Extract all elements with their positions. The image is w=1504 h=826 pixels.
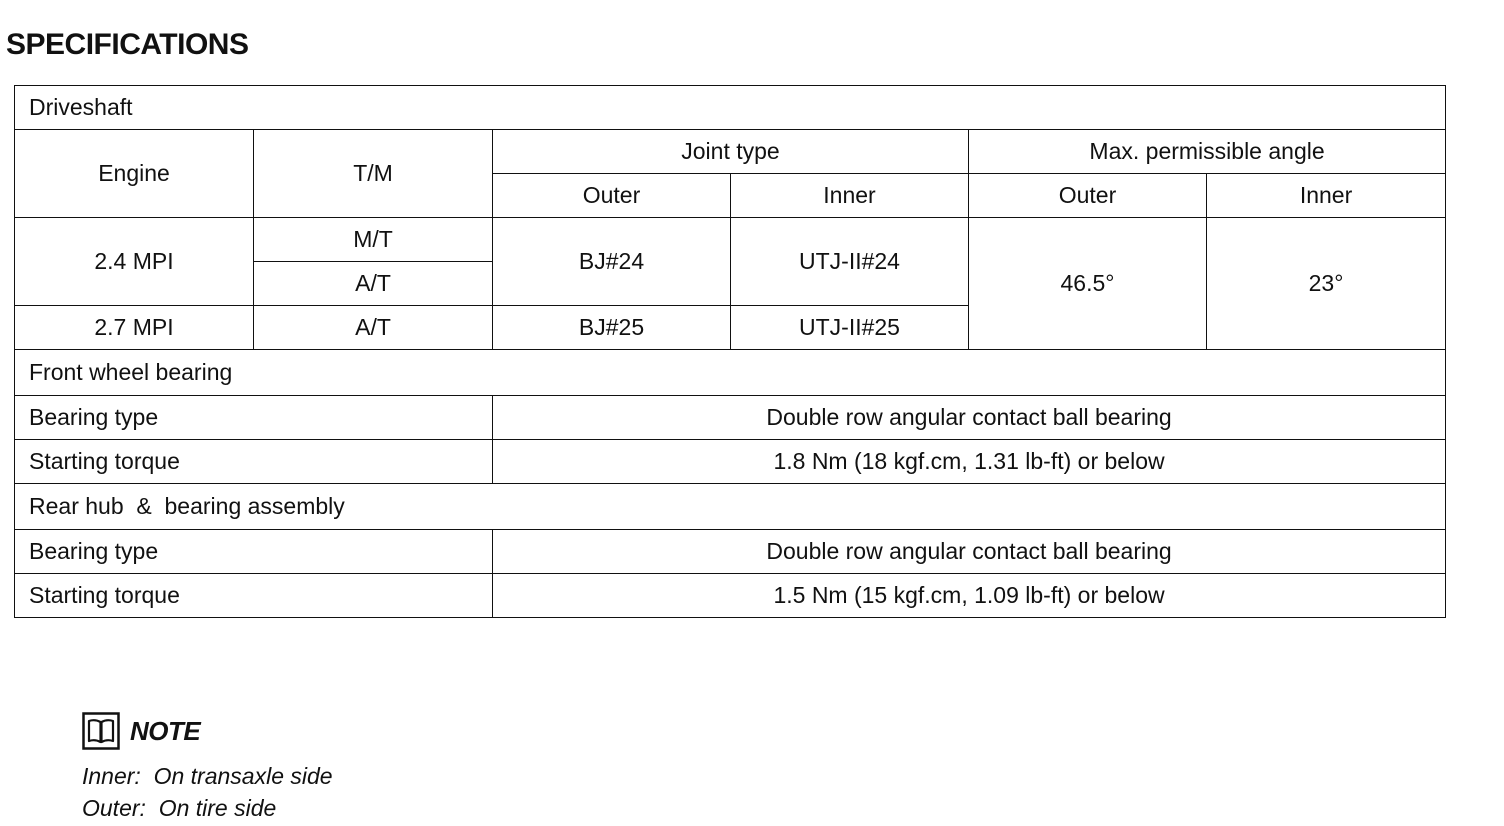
table-row bbox=[15, 574, 1446, 618]
tm-mt-cell: M/T bbox=[254, 218, 493, 262]
note-section bbox=[82, 712, 333, 824]
front-wheel-bearing-section-row bbox=[15, 350, 1446, 396]
engine-2-4-cell: 2.4 MPI bbox=[15, 218, 254, 306]
note-header bbox=[82, 712, 333, 750]
angle-outer-header: Outer bbox=[969, 174, 1207, 218]
front-bearing-type-label: Bearing type bbox=[15, 396, 493, 440]
engine-header: Engine bbox=[15, 130, 254, 218]
joint-outer-cell: BJ#25 bbox=[493, 306, 731, 350]
rear-bearing-type-label: Bearing type bbox=[15, 530, 493, 574]
note-line-inner: Inner: On transaxle side bbox=[82, 763, 333, 789]
tm-at-cell: A/T bbox=[254, 306, 493, 350]
angle-inner-header: Inner bbox=[1207, 174, 1446, 218]
tm-header: T/M bbox=[254, 130, 493, 218]
rear-hub-section-row bbox=[15, 484, 1446, 530]
table-row bbox=[15, 440, 1446, 484]
engine-2-7-cell: 2.7 MPI bbox=[15, 306, 254, 350]
note-line-outer: Outer: On tire side bbox=[82, 795, 277, 821]
note-lines bbox=[82, 760, 333, 824]
angle-outer-cell: 46.5° bbox=[969, 218, 1207, 350]
tm-at-cell: A/T bbox=[254, 262, 493, 306]
rear-starting-torque-value: 1.5 Nm (15 kgf.cm, 1.09 lb-ft) or below bbox=[493, 574, 1446, 618]
angle-inner-cell: 23° bbox=[1207, 218, 1446, 350]
rear-bearing-type-value: Double row angular contact ball bearing bbox=[493, 530, 1446, 574]
driveshaft-header-row-1 bbox=[15, 130, 1446, 174]
table-row bbox=[15, 396, 1446, 440]
front-starting-torque-value: 1.8 Nm (18 kgf.cm, 1.31 lb-ft) or below bbox=[493, 440, 1446, 484]
page-title: SPECIFICATIONS bbox=[6, 28, 249, 61]
front-starting-torque-label: Starting torque bbox=[15, 440, 493, 484]
max-angle-header: Max. permissible angle bbox=[969, 130, 1446, 174]
joint-outer-cell: BJ#24 bbox=[493, 218, 731, 306]
joint-inner-cell: UTJ-II#24 bbox=[731, 218, 969, 306]
rear-hub-section-label: Rear hub & bearing assembly bbox=[15, 484, 1446, 530]
joint-type-header: Joint type bbox=[493, 130, 969, 174]
driveshaft-section-label: Driveshaft bbox=[15, 86, 1446, 130]
front-bearing-type-value: Double row angular contact ball bearing bbox=[493, 396, 1446, 440]
joint-outer-header: Outer bbox=[493, 174, 731, 218]
table-row bbox=[15, 530, 1446, 574]
table-row bbox=[15, 218, 1446, 262]
joint-inner-header: Inner bbox=[731, 174, 969, 218]
front-wheel-bearing-section-label: Front wheel bearing bbox=[15, 350, 1446, 396]
joint-inner-cell: UTJ-II#25 bbox=[731, 306, 969, 350]
rear-starting-torque-label: Starting torque bbox=[15, 574, 493, 618]
note-title: NOTE bbox=[130, 715, 201, 746]
book-icon bbox=[82, 712, 120, 750]
driveshaft-section-row bbox=[15, 86, 1446, 130]
specifications-table bbox=[14, 85, 1446, 618]
